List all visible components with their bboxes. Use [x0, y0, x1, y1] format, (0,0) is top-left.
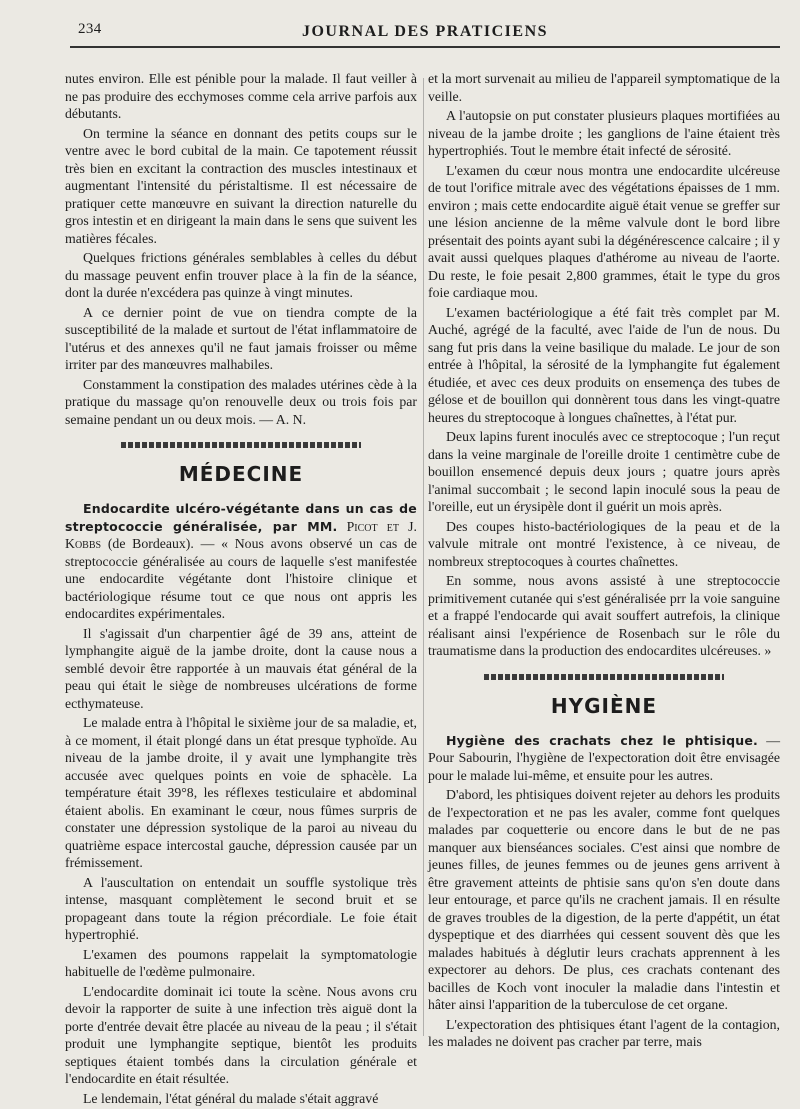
section-rule-hygiene [484, 674, 724, 680]
article-hygiene [428, 732, 780, 785]
article-intro-hygiene: — Pour Sabourin, l'hygiène de l'expectoration doit être envisagée pour le malade lui-même, et ensuite pour les autres. [428, 732, 780, 783]
left-paragraph-6: Il s'agissait d'un charpentier âgé de 39 ans, atteint de lymphangite aiguë de la jambe droite, dont la cause nous a semblé devoir être rapportée à un mauvais état général de la peau qui était le siège de nombreuses ulcérations de forme ecthymateuse. [65, 625, 417, 711]
article-title-hygiene: Hygiène des crachats chez le phtisique. [446, 732, 758, 748]
page-header [70, 18, 780, 48]
right-paragraph-4: L'examen bactériologique a été fait très complet par M. Auché, agrégé de la faculté, avec l'aide de l'un de nous. Du sang fut pris dans la veine basilique du malade. Le jour de son entrée à l'hôpital, la sérosité de la lymphangite fut également étudiée, et avec ces deux produits on ensemença des tubes de gélose et de bouillon qui donnèrent tous dans les vingt-quatre heures du streptocoque à longues chaînettes, à l'état pur. [428, 304, 780, 425]
right-paragraph-9: L'expectoration des phtisiques étant l'agent de la contagion, les malades ne doivent pas cracher par terre, mais [428, 1016, 780, 1049]
article-authors: Picot et J. Kobbs [65, 518, 417, 551]
article-title-endocardite: Endocardite ulcéro-végétante dans un cas de streptococcie généralisée, par MM. [65, 501, 417, 534]
left-column [65, 70, 417, 1109]
text-columns [65, 70, 780, 1109]
section-title-medecine: MÉDECINE [178, 462, 304, 486]
section-rule-medecine [121, 442, 361, 448]
article-endocardite [65, 500, 417, 623]
right-paragraph-2: A l'autopsie on put constater plusieurs plaques mortifiées au niveau de la jambe droite ; les ganglions de l'aine étaient très hypertrophiés. Tout le membre était infecté de sérosité. [428, 108, 780, 158]
left-paragraph-8: A l'auscultation on entendait un souffle systolique très intense, masquant complètement le second bruit et se propageant dans toute la région précordiale. Le foie était hypertrophié. [65, 874, 417, 942]
left-paragraph-1: nutes environ. Elle est pénible pour la malade. Il faut veiller à ne pas produire des ecchymoses comme cela arrive parfois aux débutants. [65, 71, 417, 121]
right-column [428, 70, 780, 1109]
left-paragraph-11: Le lendemain, l'état général du malade s'était aggravé [83, 1090, 379, 1106]
article-intro-endocardite: (de Bordeaux). — « Nous avons observé un cas de streptococcie généralisée au cours de laquelle s'est manifestée une endocardite végétante dont l'histoire clinique et bactériologique résume tout ce que nous ont appris les endocardites expérimentales. [65, 536, 417, 621]
left-paragraph-7: Le malade entra à l'hôpital le sixième jour de sa maladie, et, à ce moment, il était plongé dans un état presque typhoïde. Au niveau de la jambe droite, il y avait une lymphangite très accusée avec quelques points en voie de sphacèle. La température était 39°8, les réflexes testiculaire et abdominal étaient abolis. En examinant le cœur, nous fûmes surpris de constater une dépression systolique de la paroi au niveau du quatrième espace intercostal gauche, dépression causée par un frémissement. [65, 715, 417, 870]
left-paragraph-9: L'examen des poumons rappelait la symptomatologie habituelle de l'œdème pulmonaire. [65, 946, 417, 979]
right-paragraph-7: En somme, nous avons assisté à une streptococcie primitivement cutanée qui s'est généralisée prr la voie sanguine et a frappé l'endocarde qui avait souffert autrefois, la clinique réalisant ainsi l'expérience de Rosenbach sur le rôle du traumatisme dans la production des endocardites ulcéreuses. » [428, 573, 780, 658]
left-paragraph-3: Quelques frictions générales semblables à celles du début du massage peuvent enfin trouver place à la fin de la séance, dont la durée n'excédera pas quinze à vingt minutes. [65, 250, 417, 300]
right-paragraph-3: L'examen du cœur nous montra une endocardite ulcéreuse de tout l'orifice mitrale avec des végétations épaisses de 1 mm. environ ; mais cette endocardite aiguë était venue se greffer sur une lésion ancienne de la même valvule dont le bord libre présentait des points ayant subi la dégénérescence calcaire ; il y avait aussi quelques plaques d'athérome au niveau de l'aorte. Du reste, le foie pesait 2,800 grammes, était le type du gros foie cardiaque mou. [428, 162, 780, 300]
left-paragraph-10: L'endocardite dominait ici toute la scène. Nous avons cru devoir la rapporter de suite à une infection très aiguë dont la porte d'entrée devait être placée au niveau de la peau ; il s'était produit une lymphangite septique, bientôt les produits septiques étaient tombés dans la circulation générale et l'endocardite en était résultée. [65, 983, 417, 1086]
right-paragraph-1: et la mort survenait au milieu de l'appareil symptomatique de la veille. [428, 71, 780, 104]
right-paragraph-5: Deux lapins furent inoculés avec ce streptocoque ; l'un reçut dans la veine marginale de l'oreille droite 1 centimètre cube de bouillon ensemencé depuis deux jours ; quatre jours après l'animal succombait ; le second lapin inoculé sous la peau de l'oreille, eut un érysipèle dont il guérit un mois après. [428, 429, 780, 514]
right-paragraph-8: D'abord, les phtisiques doivent rejeter au dehors les produits de l'expectoration et ne pas les avaler, comme font quelques malades par coquetterie ou encore dans le but de ne pas manquer aux bienséances sociales. C'est ainsi que nombre de jeunes filles, de jeunes femmes ou de jeunes gens arrivent à être gravement atteints de phtisie sans qu'on s'en doute dans leur entourage, et parce qu'ils ne crachent jamais. Il en résulte de graves troubles de la digestion, de la perte d'appétit, un état dyspeptique et des diarrhées qui cessent souvent dès que les malades habitués à déglutir leurs crachats apprennent à les expectorer au dehors. De plus, ces crachats contenant des bacilles de Koch vont inoculer la maladie dans l'intestin et hâter ainsi l'apparition de la tuberculose de cet organe. [428, 787, 780, 1012]
journal-title: JOURNAL DES PRATICIENS [301, 23, 549, 40]
left-paragraph-4: A ce dernier point de vue on tiendra compte de la susceptibilité de la malade et surtout de l'état inflammatoire de l'utérus et des annexes qu'il ne faut jamais froisser ou même irriter par des manœuvres malhabiles. [65, 304, 417, 372]
left-paragraph-5: Constamment la constipation des malades utérines cède à la pratique du massage qu'on renouvelle deux ou trois fois par semaine pendant un ou deux mois. — A. N. [65, 376, 417, 427]
page-number: 234 [78, 21, 102, 37]
section-title-hygiene: HYGIÈNE [550, 693, 658, 718]
right-paragraph-6: Des coupes histo-bactériologiques de la peau et de la valvule mitrale ont montré l'existence, à ce niveau, de nombreux streptocoques à courtes chaînettes. [428, 518, 780, 569]
left-paragraph-2: On termine la séance en donnant des petits coups sur le ventre avec le bord cubital de la main. Ce tapotement réussit très bien en excitant la contraction des muscles intestinaux et augmentant l'intensité du péristaltisme. Il est nécessaire de pratiquer cette manœuvre en suivant la direction naturelle du gros intestin et en dirigeant la main dans le sens que suivent les matières fécales. [65, 125, 417, 246]
